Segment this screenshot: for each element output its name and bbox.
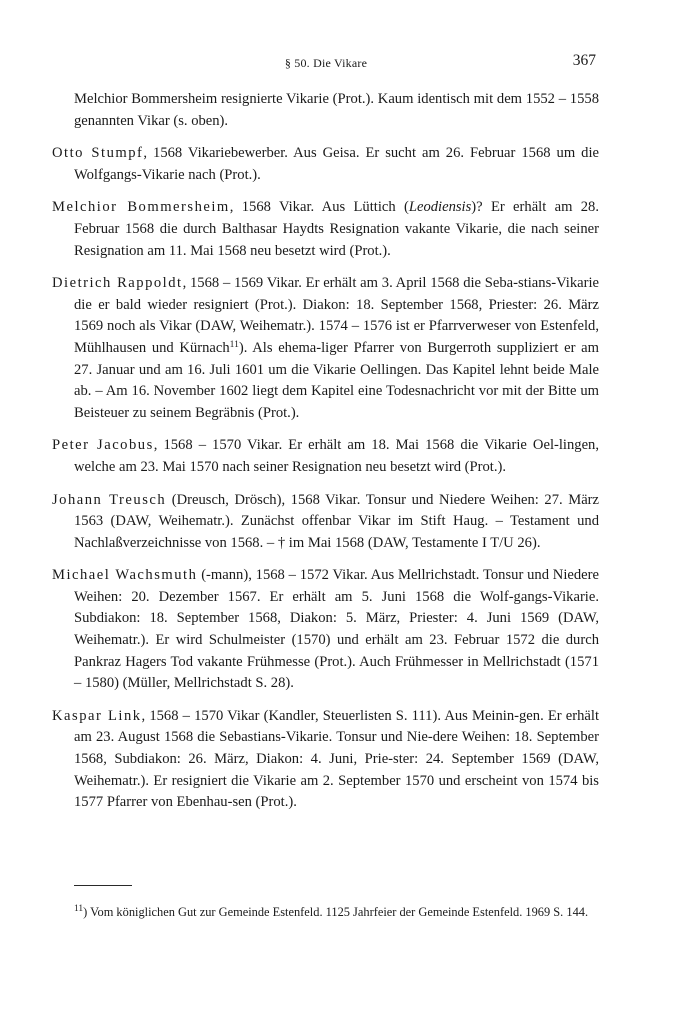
entry-kaspar-link [52, 706, 599, 814]
entry-text: )? Er erhält am 28. Februar 1568 die durch Balthasar Haydts Resignation vakante Vikarie, die nach seiner Resignation am 11. Mai 1568 neu besetzt wird (Prot.). [74, 199, 599, 259]
footnote-marker: 11 [74, 904, 84, 915]
entry-peter-jacobus [52, 435, 599, 478]
footnote [52, 904, 599, 922]
entry-text: (Dreusch, Drösch), 1568 Vikar. Tonsur und Niedere Weihen: 27. März 1563 (DAW, Weihematr.). Zunächst offenbar Vikar im Stift Haug. – Testament und Nachlaßverzeichnisse von 1568. – † im Mai 1568 (DAW, Testamente I T/U 26). [74, 491, 600, 551]
entry-name: Otto Stumpf [52, 145, 144, 162]
entry-continuation [52, 89, 599, 132]
entry-name: Dietrich Rappoldt [52, 275, 183, 292]
entry-name: Johann Treusch [52, 491, 167, 508]
entry-text: , 1568 – 1569 Vikar. Er erhält am 3. April 1568 die Seba-stians-Vikarie die er bald wieder resigniert (Prot.). Diakon: 18. September 1568, Priester: 26. März 1569 noch als Vikar (DAW, Weihematr.). 1574 – 1576 ist er Pfarrverweser von Estenfeld, Mühlhausen und Kürnach [74, 275, 599, 356]
entry-name: Peter Jacobus [52, 437, 154, 454]
entry-text: , 1568 Vikariebewerber. Aus Geisa. Er sucht am 26. Februar 1568 um die Wolfgangs-Vikarie nach (Prot.). [74, 145, 599, 183]
section-title: § 50. Die Vikare [284, 56, 368, 70]
footnote-text: ) Vom königlichen Gut zur Gemeinde Estenfeld. 1125 Jahrfeier der Gemeinde Estenfeld. 1969 S. 144. [83, 905, 589, 920]
entry-text: , 1568 – 1570 Vikar (Kandler, Steuerlisten S. 111). Aus Meinin-gen. Er erhält am 23. August 1568 die Sebastians-Vikarie. Tonsur und Nie-dere Weihen: 18. September 1568, Subdiakon: 26. März, Diakon: 4. Juni, Prie-ster: 24. September 1569 (DAW, Weihematr.). Er resigniert die Vikarie am 2. September 1570 und erscheint von 1574 bis 1577 Pfarrer von Ebenhau-sen (Prot.). [74, 707, 599, 811]
entry-dietrich-rappoldt [52, 273, 599, 424]
footnote-reference: 11 [229, 339, 239, 350]
entry-text: ). Als ehema-liger Pfarrer von Burgerroth suppliziert er am 27. Januar und am 16. Juli 1601 um die Vikarie Oellingen. Das Kapitel lehnt beide Male ab. – Am 16. November 1602 liegt dem Kapitel eine Todesnachricht vor mit der Bitte um Beisteuer zu seinem Begräbnis (Prot.). [74, 339, 599, 421]
entry-name: Kaspar Link [52, 707, 142, 724]
entry-michael-wachsmuth [52, 565, 599, 695]
entry-melchior-bommersheim [52, 197, 599, 262]
footnote-divider [74, 885, 132, 886]
page-number: 367 [572, 52, 596, 69]
entry-johann-treusch [52, 490, 599, 555]
entry-name: Michael Wachsmuth [52, 567, 198, 584]
running-head [56, 52, 596, 74]
entry-text: , 1568 – 1570 Vikar. Er erhält am 18. Mai 1568 die Vikarie Oel-lingen, welche am 23. Mai 1570 nach seiner Resignation neu besetzt wird (Prot.). [74, 437, 599, 475]
entry-text: Melchior Bommersheim resignierte Vikarie (Prot.). Kaum identisch mit dem 1552 – 1558 genannten Vikar (s. oben). [74, 91, 599, 129]
entry-text: (-mann), 1568 – 1572 Vikar. Aus Mellrichstadt. Tonsur und Niedere Weihen: 20. Dezember 1567. Er erhält am 5. Juni 1568 die Wolf-gangs-Vikarie. Subdiakon: 18. September 1568, Diakon: 5. März, Priester: 4. Juni 1569 (DAW, Weihematr.). Er wird Schulmeister (1570) und erhält am 23. Februar 1572 die durch Pankraz Hagers Tod vakante Frühmesse (Prot.). Auch Frühmesser in Mellrichstadt (1571 – 1580) (Müller, Mellrichstadt S. 28). [74, 567, 599, 692]
latin-term: Leodiensis [408, 199, 472, 216]
main-text [52, 89, 599, 825]
entry-text: , 1568 Vikar. Aus Lüttich ( [229, 199, 409, 216]
entry-otto-stumpf [52, 143, 599, 186]
entry-name: Melchior Bommersheim [52, 199, 230, 216]
